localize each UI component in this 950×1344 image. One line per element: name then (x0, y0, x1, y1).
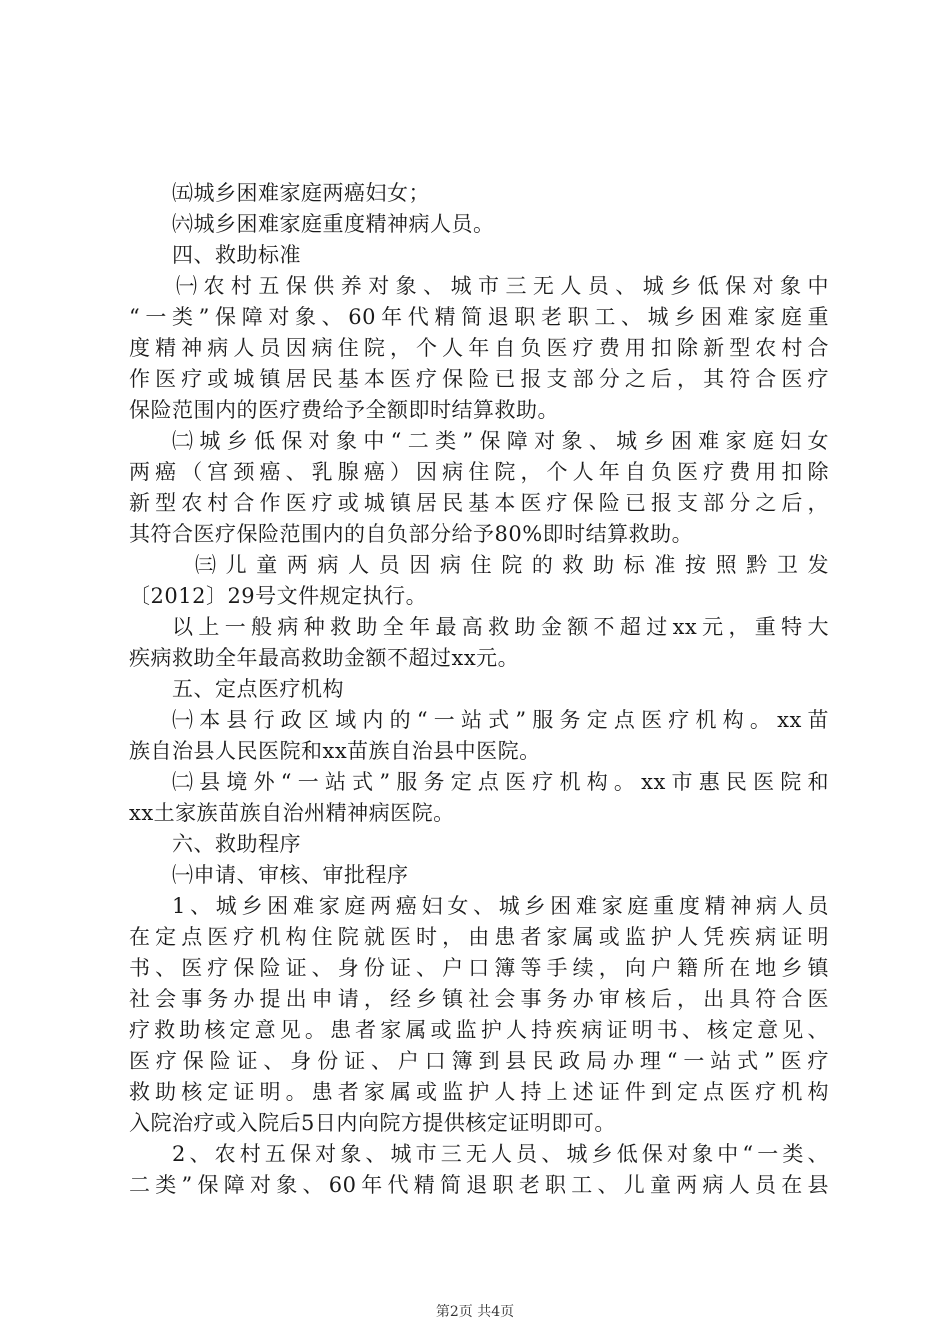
text-line: xx土家族苗族自治州精神病医院。 (129, 801, 455, 825)
text-line: ㈠本县行政区域内的“一站式”服务定点医疗机构。xx苗 (172, 708, 829, 732)
document-body (129, 178, 829, 1201)
text-line: 疾病救助全年最高救助金额不超过xx元。 (129, 646, 520, 670)
text-line: 医疗保险证、身份证、户口簿到县民政局办理“一站式”医疗 (129, 1049, 829, 1073)
text-line: 书、医疗保险证、身份证、户口簿等手续，向户籍所在地乡镇 (129, 956, 829, 980)
text-line: ㈡城乡低保对象中“二类”保障对象、城乡困难家庭妇女 (172, 429, 829, 453)
text-line: ㈢儿童两病人员因病住院的救助标准按照黔卫发 (195, 553, 829, 577)
section-heading: 四、救助标准 (172, 243, 301, 267)
text-line: 族自治县人民医院和xx苗族自治县中医院。 (129, 739, 541, 763)
text-line: 保险范围内的医疗费给予全额即时结算救助。 (129, 398, 559, 422)
text-line: ㈤城乡困难家庭两癌妇女； (172, 181, 430, 205)
text-line: 〔2012〕29号文件规定执行。 (129, 584, 428, 608)
section-heading: 六、救助程序 (172, 832, 301, 856)
page-number-label: 第2页 共4页 (435, 1304, 515, 1320)
page-footer (0, 1302, 950, 1322)
text-line: 在定点医疗机构住院就医时，由患者家属或监护人凭疾病证明 (129, 925, 829, 949)
text-line: 以上一般病种救助全年最高救助金额不超过xx元，重特大 (172, 615, 829, 639)
text-line: ㈠申请、审核、审批程序 (172, 863, 409, 887)
text-line: 其符合医疗保险范围内的自负部分给予80%即时结算救助。 (129, 522, 694, 546)
text-line: ㈡县境外“一站式”服务定点医疗机构。xx市惠民医院和 (172, 770, 829, 794)
text-line: 两癌（宫颈癌、乳腺癌）因病住院，个人年自负医疗费用扣除 (129, 460, 829, 484)
text-line: “一类”保障对象、60年代精简退职老职工、城乡困难家庭重 (129, 305, 829, 329)
section-heading: 五、定点医疗机构 (172, 677, 344, 701)
text-line: 疗救助核定意见。患者家属或监护人持疾病证明书、核定意见、 (129, 1018, 829, 1042)
text-line: 入院治疗或入院后5日内向院方提供核定证明即可。 (129, 1111, 616, 1135)
text-line: 社会事务办提出申请，经乡镇社会事务办审核后，出具符合医 (129, 987, 829, 1011)
text-line: 新型农村合作医疗或城镇居民基本医疗保险已报支部分之后， (129, 491, 829, 515)
text-line: 作医疗或城镇居民基本医疗保险已报支部分之后，其符合医疗 (129, 367, 829, 391)
text-line: 度精神病人员因病住院，个人年自负医疗费用扣除新型农村合 (129, 336, 829, 360)
text-line: ㈠农村五保供养对象、城市三无人员、城乡低保对象中 (176, 274, 829, 298)
text-line: ㈥城乡困难家庭重度精神病人员。 (172, 212, 495, 236)
text-line: 救助核定证明。患者家属或监护人持上述证件到定点医疗机构 (129, 1080, 829, 1104)
text-line: 1、城乡困难家庭两癌妇女、城乡困难家庭重度精神病人员 (172, 894, 829, 918)
text-line: 2、农村五保对象、城市三无人员、城乡低保对象中“一类、 (172, 1142, 829, 1166)
text-line: 二类”保障对象、60年代精简退职老职工、儿童两病人员在县 (129, 1173, 829, 1197)
